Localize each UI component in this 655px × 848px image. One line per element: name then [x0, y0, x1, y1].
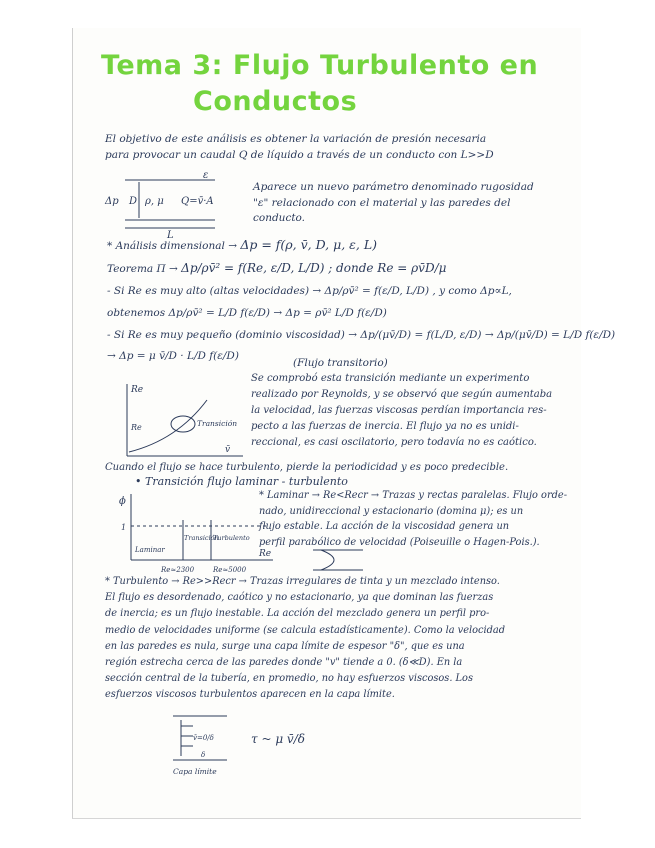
re-low: Re≈2300: [161, 566, 195, 574]
analysis-eq2: Δp/ρv̄² = f(Re, ε/D, L/D) ; donde Re = ρv̄D/μ: [181, 260, 447, 275]
laminar-line: perfil parabólico de velocidad (Poiseuille o Hagen-Pois.).: [259, 536, 540, 548]
intro-line: para provocar un caudal Q de líquido a través de un conducto con L>>D: [105, 148, 494, 161]
low-re-text: - Si Re es muy pequeño (dominio viscosidad): [107, 329, 345, 341]
laminar-paragraph: [259, 488, 567, 550]
turbulent-onset-line: Cuando el flujo se hace turbulento, pierde la periodicidad y es poco predecible.: [105, 462, 509, 473]
turbulent-line: sección central de la tubería, en promedio, no hay esfuerzos viscosos. Los: [105, 673, 473, 685]
pipe-L: L: [167, 230, 174, 241]
transition-paragraph: [251, 371, 552, 451]
pipe-dp: Δp: [105, 196, 119, 207]
velocity-label: v̄=0/δ: [193, 734, 214, 742]
laminar-line: flujo estable. La acción de la viscosidad genera un: [259, 521, 510, 532]
parabolic-profile: [311, 548, 365, 574]
graph-axis-y: Re: [131, 385, 144, 395]
pipe-epsilon: ε: [203, 170, 209, 181]
turbulent-line: medio de velocidades uniforme (se calcula estadísticamente). Como la velocidad: [105, 624, 506, 636]
low-re-result: → Δp = μ v̄/D · L/D f(ε/D): [107, 349, 239, 362]
graph-axis-x: v̄: [225, 445, 231, 455]
notebook-page: [72, 28, 616, 819]
region-turbulent: Turbulento: [213, 534, 250, 542]
laminar-line: nado, unidireccional y estacionario (domina μ); es un: [259, 505, 524, 517]
transition-heading: (Flujo transitorio): [293, 357, 388, 369]
intro-paragraph: [105, 132, 494, 163]
transition-line: realizado por Reynolds, y se observó que según aumentaba: [251, 389, 553, 400]
pipe-rho-mu: ρ, μ: [145, 196, 164, 207]
pipe-diagram: [103, 168, 233, 240]
phi-axis-x: Re: [259, 549, 272, 559]
high-re-text: - Si Re es muy alto (altas velocidades): [107, 285, 310, 297]
delta-label: δ: [201, 751, 206, 759]
transition-line: la velocidad, las fuerzas viscosas perdían importancia res-: [251, 405, 547, 416]
turbulent-line: * Turbulento → Re>>Recr → Trazas irregulares de tinta y un mezclado intenso.: [105, 576, 500, 587]
low-re-eq: Δp/(μv̄/D) = f(L/D, ε/D) → Δp/(μv̄/D) = L/D f(ε/D): [360, 329, 616, 341]
high-re-result: obtenemos Δp/ρv̄² = L/D f(ε/D) → Δp = ρv̄² L/D f(ε/D): [107, 306, 387, 319]
transition-line: reccional, es casi oscilatorio, pero todavía no es caótico.: [251, 437, 537, 448]
shear-stress-formula: τ ~ μ v̄/δ: [251, 732, 305, 746]
laminar-line: * Laminar → Re<Recr → Trazas y rectas paralelas. Flujo orde-: [259, 490, 568, 501]
turbulent-line: esfuerzos viscosos turbulentos aparecen en la capa límite.: [105, 689, 395, 701]
turbulent-paragraph: [105, 574, 505, 704]
transition-line: pecto a las fuerzas de inercia. El flujo ya no es unidi-: [251, 421, 519, 432]
boundary-layer-diagram: [167, 710, 247, 782]
re-high: Re≈5000: [213, 566, 247, 574]
phi-axis-y: ϕ: [119, 496, 126, 507]
intro-line: El objetivo de este análisis es obtener la variación de presión necesaria: [105, 133, 487, 145]
transition-line: Se comprobó esta transición mediante un experimento: [251, 373, 530, 384]
turbulent-line: El flujo es desordenado, caótico y no estacionario, ya que dominan las fuerzas: [105, 592, 494, 604]
graph-label-transition: Transición: [197, 419, 238, 428]
phi-axis-one: 1: [121, 523, 127, 532]
pipe-D: D: [129, 196, 138, 207]
turbulent-line: región estrecha cerca de las paredes donde "v" tiende a 0. (δ≪D). En la: [105, 657, 463, 669]
dimensional-analysis: * Análisis dimensional → Δp = f(ρ, v̄, D, μ, ε, L) Teorema Π → Δp/ρv̄² = f(Re, ε/D, L/D) ; donde Re = ρv̄D/μ - Si Re es muy alto (altas velocidades) → Δp/ρv̄² = f(ε/D, L/D) , y como Δp∝L, obtenemos Δp/ρv̄² = L/D f(ε/D) → Δp = ρv̄² L/D f(ε/D) - Si Re es muy pequeño (dominio viscosidad) → Δp/(μv̄/D) = f(L/D, ε/D) → Δp/(μv̄/D) = L/D f(ε/D) → Δp = μ v̄/D · L/D f(ε/D): [107, 237, 615, 364]
page-title: [101, 48, 538, 120]
note-line: conducto.: [253, 212, 306, 224]
theorem-label: Teorema Π: [107, 262, 166, 275]
analysis-heading: * Análisis dimensional: [107, 240, 225, 252]
boundary-layer-caption: Capa límite: [173, 767, 217, 776]
laminar-turbulent-heading: • Transición flujo laminar - turbulento: [135, 475, 348, 488]
rugosity-note: [253, 180, 563, 227]
graph-label-re: Re: [131, 423, 142, 432]
note-line: "ε" relacionado con el material y las paredes del: [253, 196, 511, 209]
region-laminar: Laminar: [135, 546, 165, 554]
high-re-eq: Δp/ρv̄² = f(ε/D, L/D) , y como Δp∝L,: [324, 285, 512, 297]
pipe-Q: Q=v̄·A: [181, 196, 214, 207]
turbulent-line: de inercia; es un flujo inestable. La acción del mezclado genera un perfil pro-: [105, 608, 490, 620]
turbulent-line: en las paredes es nula, surge una capa límite de espesor "δ", que es una: [105, 640, 465, 652]
region-transition: Transición: [184, 534, 219, 542]
title-line-1: Tema 3: Flujo Turbulento en: [101, 50, 539, 81]
title-line-2: Conductos: [193, 86, 358, 117]
note-line: Aparece un nuevo parámetro denominado rugosidad: [253, 181, 534, 193]
analysis-eq1: Δp = f(ρ, v̄, D, μ, ε, L): [240, 237, 378, 252]
reynolds-graph: [117, 380, 249, 462]
phi-graph: [117, 490, 277, 576]
